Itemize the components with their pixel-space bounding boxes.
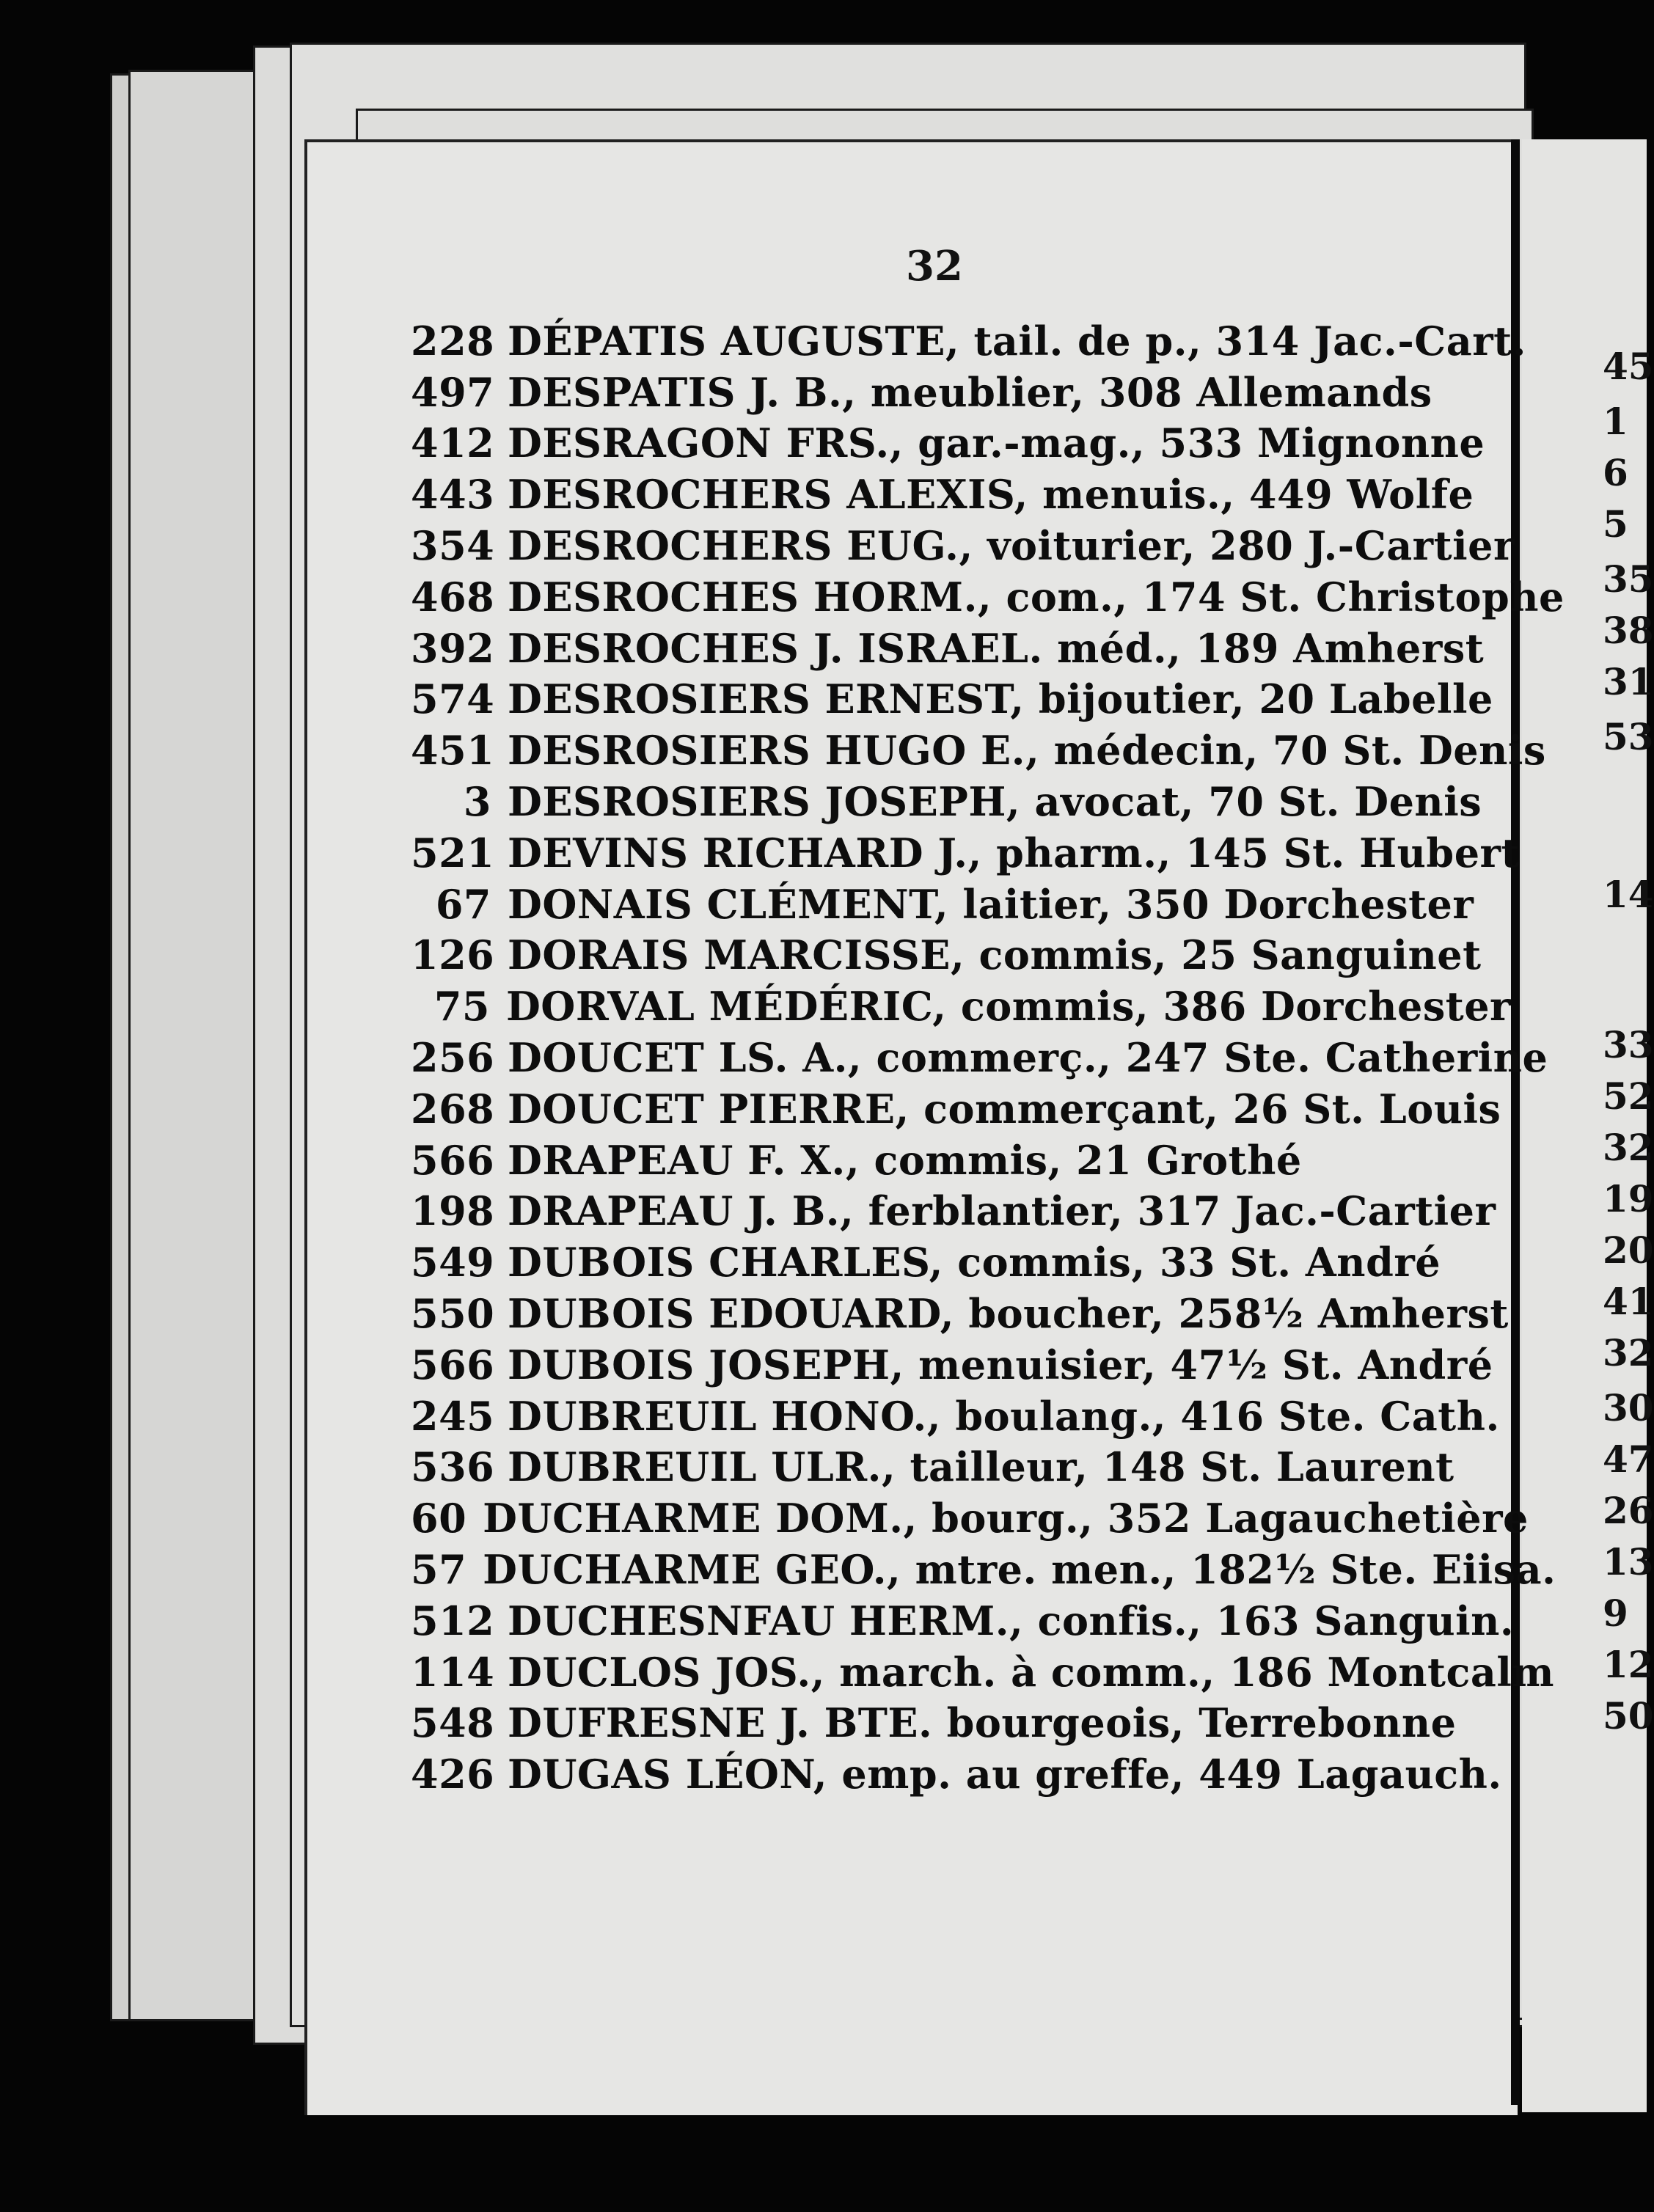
- directory-entry: [411, 981, 1511, 1032]
- facing-page-number: 9: [1603, 1592, 1628, 1635]
- directory-entry: [411, 1493, 1529, 1544]
- entry-number: 126: [411, 931, 495, 979]
- directory-entry: [411, 879, 1511, 930]
- facing-page-number: 6: [1603, 451, 1628, 494]
- entry-text: DORAIS MARCISSE, commis, 25 Sanguinet: [508, 931, 1482, 979]
- facing-page-number: 26: [1603, 1489, 1654, 1532]
- entry-number: 521: [411, 829, 495, 876]
- entry-number: 75: [433, 983, 490, 1030]
- entry-number: 198: [411, 1187, 495, 1235]
- facing-page-number: 38: [1603, 609, 1654, 652]
- facing-page-number: 19: [1603, 1177, 1654, 1220]
- directory-entry: [411, 674, 1511, 725]
- entry-number: 268: [411, 1085, 495, 1132]
- entry-text: DESROSIERS JOSEPH, avocat, 70 St. Denis: [508, 778, 1482, 826]
- facing-page-number: 5: [1603, 502, 1628, 546]
- entry-text: DESROSIERS HUGO E., médecin, 70 St. Denis: [508, 727, 1546, 774]
- entry-text: DONAIS CLÉMENT, laitier, 350 Dorchester: [508, 880, 1474, 928]
- directory-entry: [411, 1595, 1515, 1647]
- entry-text: DESRAGON FRS., gar.-mag., 533 Mignonne: [508, 420, 1485, 467]
- entry-number: 60: [411, 1495, 467, 1542]
- directory-entry: [411, 1339, 1511, 1391]
- facing-page-number: 52: [1603, 1074, 1654, 1118]
- entry-text: DUBOIS JOSEPH, menuisier, 47½ St. André: [508, 1341, 1493, 1388]
- facing-page-number: 14: [1603, 873, 1654, 916]
- directory-entry: [411, 571, 1565, 623]
- facing-page-number: 50: [1603, 1694, 1654, 1737]
- entry-text: DUBOIS CHARLES, commis, 33 St. André: [508, 1239, 1441, 1286]
- directory-entry: [411, 1032, 1548, 1083]
- facing-page-number: 12: [1603, 1643, 1654, 1686]
- directory-entries: [411, 315, 1565, 1800]
- entry-text: DESROCHES HORM., com., 174 St. Christophe: [508, 573, 1565, 620]
- facing-page-number: 31: [1603, 660, 1654, 703]
- facing-page-number: 1: [1603, 400, 1628, 443]
- facing-page-number: 32: [1603, 1331, 1654, 1374]
- facing-page-number: 45: [1603, 345, 1654, 388]
- entry-number: 468: [411, 573, 495, 620]
- entry-text: DESROCHERS EUG., voiturier, 280 J.-Cartier: [508, 522, 1515, 570]
- entry-number: 548: [411, 1699, 495, 1747]
- entry-number: 426: [411, 1751, 495, 1798]
- directory-entry: [411, 315, 1526, 367]
- directory-entry: [411, 1186, 1511, 1237]
- facing-page-number: 32: [1603, 1126, 1654, 1169]
- facing-page-number: 20: [1603, 1228, 1654, 1272]
- entry-text: DORVAL MÉDÉRIC, commis, 386 Dorchester: [505, 983, 1511, 1030]
- directory-entry: [411, 1135, 1511, 1186]
- entry-text: DUBREUIL ULR., tailleur, 148 St. Laurent: [508, 1443, 1454, 1491]
- entry-text: DEVINS RICHARD J., pharm., 145 St. Hubert: [508, 829, 1520, 876]
- entry-text: DUCHESNFAU HERM., confis., 163 Sanguin.: [508, 1597, 1515, 1644]
- directory-entry: [411, 1647, 1554, 1698]
- entry-text: DOUCET PIERRE, commerçant, 26 St. Louis: [508, 1085, 1501, 1132]
- entry-number: 245: [411, 1392, 495, 1440]
- facing-page-numbers: [1603, 0, 1654, 2212]
- entry-text: DRAPEAU J. B., ferblantier, 317 Jac.-Cartier: [508, 1187, 1496, 1235]
- directory-entry: [411, 367, 1511, 418]
- entry-text: DOUCET LS. A., commerç., 247 Ste. Catherine: [508, 1034, 1548, 1082]
- entry-number: 443: [411, 471, 495, 519]
- entry-number: 228: [411, 317, 495, 365]
- facing-page-number: 53: [1603, 715, 1654, 758]
- directory-entry: [411, 1288, 1511, 1339]
- directory-entry: [411, 469, 1511, 520]
- entry-number: 550: [411, 1290, 495, 1338]
- entry-text: DÉPATIS AUGUSTE, tail. de p., 314 Jac.-Cart.: [508, 317, 1526, 365]
- facing-page-number: 41: [1603, 1280, 1654, 1323]
- entry-number: 256: [411, 1034, 495, 1082]
- entry-number: 57: [411, 1546, 467, 1594]
- entry-number: 574: [411, 675, 495, 723]
- entry-number: 536: [411, 1443, 495, 1491]
- directory-entry: [411, 1544, 1556, 1595]
- entry-number: 67: [435, 880, 491, 928]
- directory-entry: [411, 827, 1520, 879]
- entry-number: 392: [411, 624, 495, 672]
- facing-page-number: 30: [1603, 1386, 1654, 1429]
- directory-entry: [411, 776, 1511, 827]
- directory-entry: [411, 725, 1546, 776]
- entry-number: 412: [411, 420, 495, 467]
- book-spine: [1511, 139, 1520, 2105]
- page-number: 32: [906, 242, 963, 290]
- facing-page-number: 35: [1603, 557, 1654, 601]
- directory-entry: [411, 1391, 1511, 1442]
- facing-page-number: 33: [1603, 1023, 1654, 1066]
- entry-text: DRAPEAU F. X., commis, 21 Grothé: [508, 1136, 1302, 1184]
- entry-number: 3: [463, 778, 491, 826]
- facing-page-number: 13: [1603, 1540, 1654, 1583]
- directory-entry: [411, 1698, 1511, 1749]
- directory-entry: [411, 1237, 1511, 1288]
- facing-page-number: 47: [1603, 1438, 1654, 1481]
- entry-number: 451: [411, 727, 495, 774]
- entry-text: DUGAS LÉON, emp. au greffe, 449 Lagauch.: [508, 1751, 1502, 1798]
- entry-number: 497: [411, 368, 495, 416]
- entry-text: DUCLOS JOS., march. à comm., 186 Montcalm: [508, 1648, 1554, 1696]
- entry-number: 566: [411, 1136, 495, 1184]
- entry-text: DUBREUIL HONO., boulang., 416 Ste. Cath.: [508, 1392, 1500, 1440]
- directory-entry: [411, 1748, 1511, 1800]
- directory-entry: [411, 623, 1511, 674]
- directory-entry: [411, 930, 1511, 981]
- entry-text: DUCHARME DOM., bourg., 352 Lagauchetière: [483, 1495, 1529, 1542]
- entry-text: DUBOIS EDOUARD, boucher, 258½ Amherst: [508, 1290, 1509, 1338]
- directory-entry: [411, 1442, 1511, 1493]
- entry-text: DUCHARME GEO., mtre. men., 182½ Ste. Eiisa.: [483, 1546, 1556, 1594]
- entry-text: DESROCHES J. ISRAEL. méd., 189 Amherst: [508, 624, 1485, 672]
- directory-entry: [411, 418, 1511, 469]
- entry-number: 354: [411, 522, 495, 570]
- entry-number: 566: [411, 1341, 495, 1388]
- entry-number: 114: [411, 1648, 495, 1696]
- entry-number: 549: [411, 1239, 495, 1286]
- entry-text: DESPATIS J. B., meublier, 308 Allemands: [508, 368, 1432, 416]
- directory-entry: [411, 520, 1515, 571]
- entry-text: DESROSIERS ERNEST, bijoutier, 20 Labelle: [508, 675, 1493, 723]
- entry-number: 512: [411, 1597, 495, 1644]
- entry-text: DESROCHERS ALEXIS, menuis., 449 Wolfe: [508, 471, 1474, 519]
- directory-entry: [411, 1083, 1511, 1135]
- entry-text: DUFRESNE J. BTE. bourgeois, Terrebonne: [508, 1699, 1457, 1747]
